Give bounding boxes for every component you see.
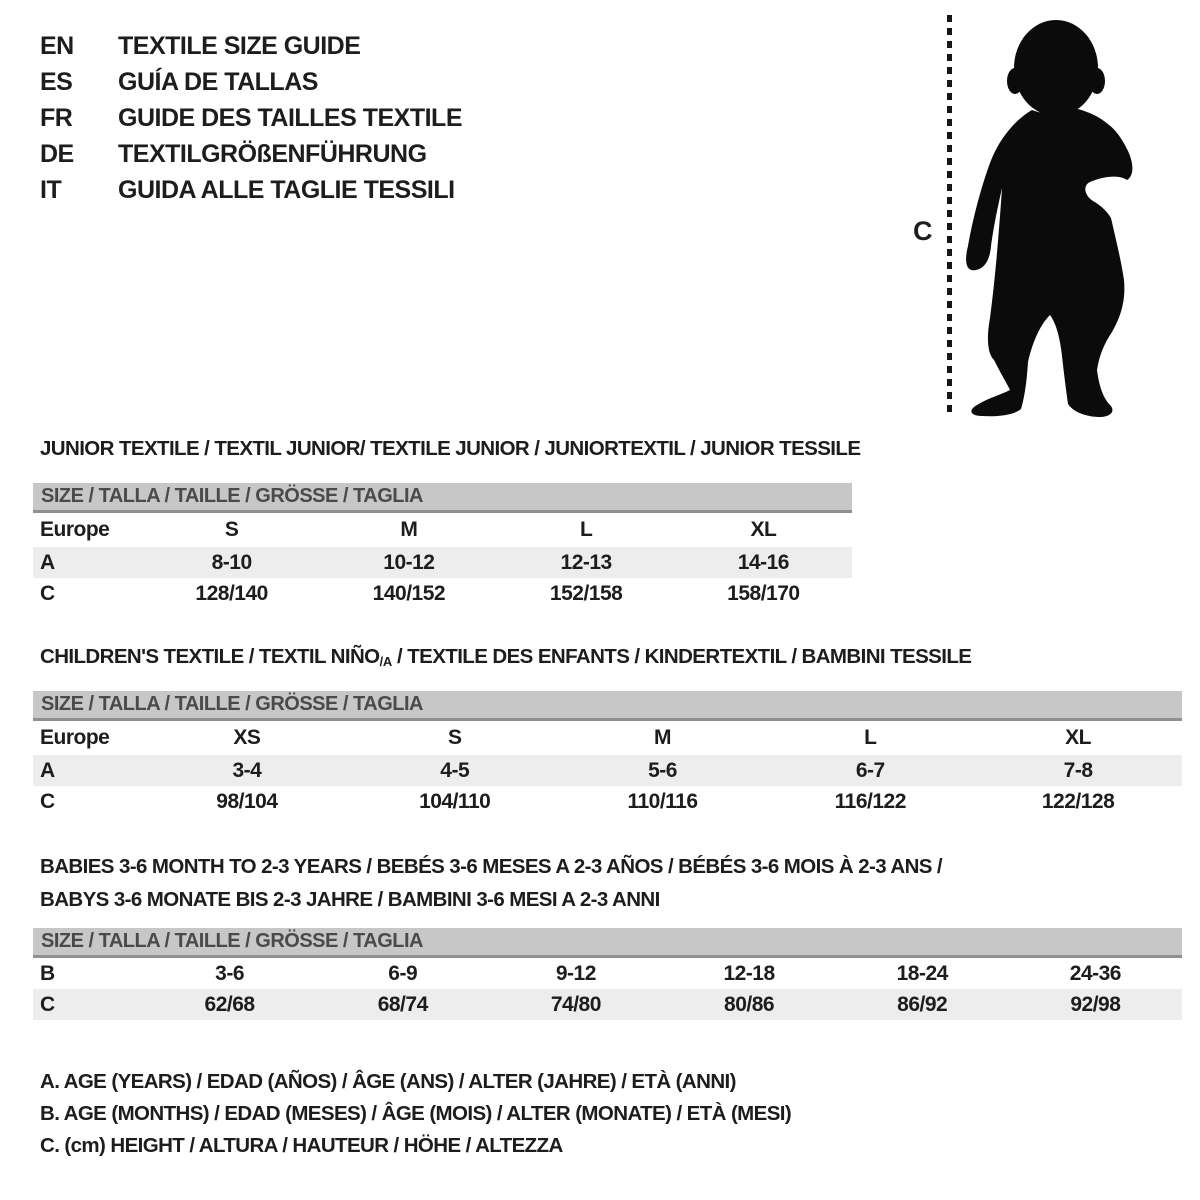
table-row-europe <box>33 513 852 547</box>
guide-title-es: GUÍA DE TALLAS <box>118 67 318 96</box>
children-title-subscript: /A <box>379 654 392 669</box>
table-cell: 7-8 <box>974 755 1182 786</box>
junior-table-grid <box>33 513 852 609</box>
height-measure-label: C <box>913 216 932 246</box>
babies-size-table <box>33 928 1182 1020</box>
language-row-de <box>40 136 462 172</box>
measurement-legend <box>40 1070 791 1166</box>
table-cell: 24-36 <box>1069 961 1121 985</box>
size-header-label: SIZE / TALLA / TAILLE / GRÖSSE / TAGLIA <box>41 693 423 715</box>
table-cell: 5-6 <box>559 755 767 786</box>
size-header-label: SIZE / TALLA / TAILLE / GRÖSSE / TAGLIA <box>41 930 423 952</box>
size-header-bar <box>33 483 852 513</box>
legend-age-months: B. AGE (MONTHS) / EDAD (MESES) / ÂGE (MOIS) / ALTER (MONATE) / ETÀ (MESI) <box>40 1102 792 1125</box>
table-cell: 18-24 <box>896 961 948 985</box>
table-row-age <box>33 547 852 578</box>
table-cell: S <box>224 518 239 541</box>
table-cell: 128/140 <box>195 581 268 605</box>
row-label: A <box>33 755 143 786</box>
language-code: FR <box>40 103 73 132</box>
table-cell: 4-5 <box>351 755 559 786</box>
table-row-europe <box>33 721 1182 755</box>
babies-section-title-line1: BABIES 3-6 MONTH TO 2-3 YEARS / BEBÉS 3-6 MESES A 2-3 AÑOS / BÉBÉS 3-6 MOIS À 2-3 ANS / <box>40 855 943 878</box>
table-cell: 98/104 <box>216 789 278 813</box>
table-cell: 110/116 <box>627 789 698 813</box>
babies-table-grid <box>33 958 1182 1020</box>
row-label: Europe <box>40 726 110 749</box>
table-cell: 12-13 <box>498 547 675 578</box>
table-row-height <box>33 989 1182 1020</box>
table-row-height <box>33 786 1182 817</box>
row-label: C <box>40 789 55 813</box>
language-row-es <box>40 64 462 100</box>
table-cell: XL <box>750 518 777 541</box>
row-label: A <box>33 547 143 578</box>
row-label: B <box>40 961 55 985</box>
table-cell: 6-9 <box>388 961 418 985</box>
table-row-age <box>33 755 1182 786</box>
guide-title-it: GUIDA ALLE TAGLIE TESSILI <box>118 175 455 204</box>
junior-size-table <box>33 483 852 609</box>
height-measure-dashed-line <box>947 15 952 417</box>
size-header-label: SIZE / TALLA / TAILLE / GRÖSSE / TAGLIA <box>41 485 423 507</box>
row-label: Europe <box>40 518 110 541</box>
row-label: C <box>40 581 55 605</box>
size-header-bar <box>33 691 1182 721</box>
table-row-height <box>33 578 852 609</box>
table-cell: XS <box>233 726 261 749</box>
children-size-table <box>33 691 1182 817</box>
table-cell: 62/68 <box>143 989 316 1020</box>
table-cell: 152/158 <box>549 581 623 605</box>
language-title-list <box>40 28 462 208</box>
table-cell: 86/92 <box>836 989 1009 1020</box>
row-label: C <box>33 989 143 1020</box>
table-cell: 10-12 <box>320 547 497 578</box>
junior-section-title: JUNIOR TEXTILE / TEXTIL JUNIOR/ TEXTILE JUNIOR / JUNIORTEXTIL / JUNIOR TESSILE <box>40 437 861 460</box>
language-code: DE <box>40 139 74 168</box>
table-cell: 122/128 <box>1041 789 1115 813</box>
language-row-en <box>40 28 462 64</box>
table-cell: 68/74 <box>316 989 489 1020</box>
table-cell: 158/170 <box>727 581 800 605</box>
language-row-it <box>40 172 462 208</box>
children-section-title <box>40 645 971 669</box>
language-code: EN <box>40 31 74 60</box>
table-cell: S <box>447 726 462 749</box>
table-cell: 8-10 <box>143 547 320 578</box>
guide-title-de: TEXTILGRÖßENFÜHRUNG <box>118 139 427 168</box>
table-cell: 3-6 <box>215 961 244 985</box>
guide-title-en: TEXTILE SIZE GUIDE <box>118 31 361 60</box>
table-cell: 92/98 <box>1009 989 1182 1020</box>
legend-age-years: A. AGE (YEARS) / EDAD (AÑOS) / ÂGE (ANS) / ALTER (JAHRE) / ETÀ (ANNI) <box>40 1070 736 1093</box>
table-cell: 12-18 <box>723 961 775 985</box>
guide-title-fr: GUIDE DES TAILLES TEXTILE <box>118 103 463 132</box>
toddler-silhouette-icon <box>960 18 1142 418</box>
table-cell: 9-12 <box>555 961 596 985</box>
table-cell: M <box>400 518 418 541</box>
children-title-suffix: / TEXTILE DES ENFANTS / KINDERTEXTIL / BAMBINI TESSILE <box>391 645 972 668</box>
table-cell: 3-4 <box>143 755 351 786</box>
language-code: ES <box>40 67 73 96</box>
table-cell: 104/110 <box>419 789 491 813</box>
table-cell: 116/122 <box>834 789 906 813</box>
table-cell: 80/86 <box>662 989 835 1020</box>
size-header-bar <box>33 928 1182 958</box>
babies-section-title-line2: BABYS 3-6 MONATE BIS 2-3 JAHRE / BAMBINI 3-6 MESI A 2-3 ANNI <box>40 888 660 911</box>
table-cell: L <box>579 518 593 541</box>
table-cell: 14-16 <box>675 547 852 578</box>
children-title-prefix: CHILDREN'S TEXTILE / TEXTIL NIÑO <box>40 645 380 668</box>
table-cell: 74/80 <box>489 989 662 1020</box>
table-cell: 140/152 <box>372 581 446 605</box>
language-code: IT <box>40 175 62 204</box>
table-cell: XL <box>1065 726 1092 749</box>
table-row-months <box>33 958 1182 989</box>
language-row-fr <box>40 100 462 136</box>
table-cell: L <box>864 726 877 749</box>
table-cell: M <box>653 726 671 749</box>
children-table-grid <box>33 721 1182 817</box>
table-cell: 6-7 <box>766 755 974 786</box>
legend-height-cm: C. (cm) HEIGHT / ALTURA / HAUTEUR / HÖHE / ALTEZZA <box>40 1134 563 1157</box>
